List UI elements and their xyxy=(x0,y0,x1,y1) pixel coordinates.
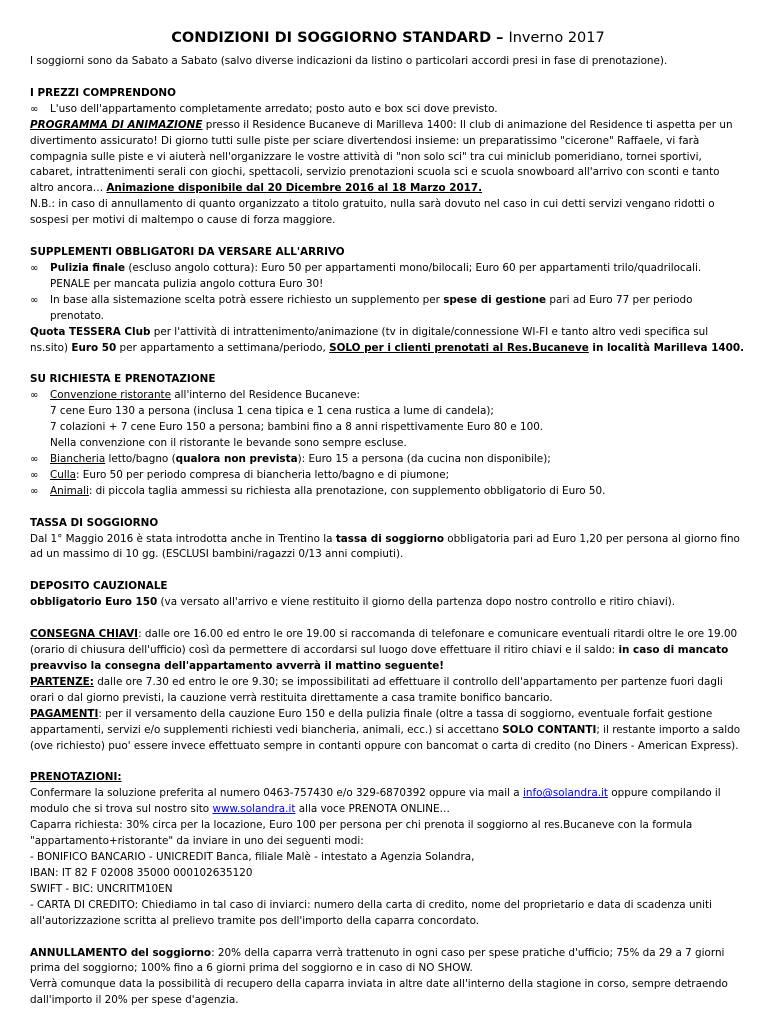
programma-dates: Animazione disponibile dal 20 Dicembre 2016 al 18 Marzo 2017. xyxy=(106,182,482,194)
list-item xyxy=(30,484,746,500)
bullet-icon: ∞ xyxy=(30,484,50,500)
annullamento-paragraph xyxy=(30,946,746,978)
penale-text: PENALE per mancata pulizia angolo cottura Euro 30! xyxy=(50,278,323,290)
nb-paragraph: N.B.: in caso di annullamento di quanto organizzato a titolo gratuito, nulla sarà dovuto nel caso in cui detti servizi vengano ridotti o sospesi per motivi di maltempo o cause di forza maggiore. xyxy=(30,197,746,229)
consegna-paragraph xyxy=(30,627,746,675)
partenze-text: dalle ore 7.30 ed entro le ore 9.30; se impossibilitati ad effettuare il controllo dell'appartamento per partenze fuori dagli orari o dal giorno previsti, la cauzione verrà restituita direttamente a casa tramite bonifico bancario. xyxy=(30,676,723,704)
section-deposito xyxy=(30,579,746,611)
gestione-pre: In base alla sistemazione scelta potrà essere richiesto un supplemento per xyxy=(50,294,443,306)
swift-line: SWIFT - BIC: UNCRITM10EN xyxy=(30,882,746,898)
convenzione-label: Convenzione ristorante xyxy=(50,389,171,401)
quota-price: Euro 50 xyxy=(71,342,116,354)
email-link[interactable]: info@solandra.it xyxy=(523,787,608,799)
animali-text: : di piccola taglia ammessi su richiesta alla prenotazione, con supplemento obbligatorio di Euro 50. xyxy=(89,485,606,497)
biancheria-text: letto/bagno ( xyxy=(105,453,175,465)
carta-paragraph: - CARTA DI CREDITO: Chiediamo in tal caso di inviarci: numero della carta di credito, nome del proprietario e data di scadenza uniti all'autorizzazione scritta al prelievo tramite pos dell'importo della caparra concordato. xyxy=(30,898,746,930)
tassa-text: Dal 1° Maggio 2016 è stata introdotta anche in Trentino la xyxy=(30,533,336,545)
list-item xyxy=(30,293,746,325)
bullet-icon: ∞ xyxy=(30,293,50,325)
list-item xyxy=(30,261,746,293)
consegna-text: : dalle ore 16.00 ed entro le ore 19.00 si raccomanda di telefonare e comunicare eventuali ritardi oltre le ore 19.00 (orario di chiusura dell'ufficio) così da permettere di accordarsi sul luogo dove effettuare il ritiro chiavi e il saldo: xyxy=(30,628,737,656)
list-item xyxy=(30,468,746,484)
title-season: Inverno 2017 xyxy=(508,30,604,46)
pagamenti-label: PAGAMENTI xyxy=(30,708,98,720)
biancheria-label: Biancheria xyxy=(50,453,105,465)
section-heading: SUPPLEMENTI OBBLIGATORI DA VERSARE ALL'ARRIVO xyxy=(30,245,746,261)
list-item-text: L'uso dell'appartamento completamente arredato; posto auto e box sci dove previsto. xyxy=(50,102,746,118)
deposito-paragraph xyxy=(30,595,746,611)
prenotazioni-text: Confermare la soluzione preferita al numero 0463-757430 e/o 329-6870392 oppure via mail a xyxy=(30,787,523,799)
convenzione-line: Nella convenzione con il ristorante le bevande sono sempre escluse. xyxy=(30,436,746,452)
annullamento-label: ANNULLAMENTO del soggiorno xyxy=(30,947,211,959)
deposito-text: (va versato all'arrivo e viene restituito il giorno della partenza dopo nostro controllo e ritiro chiavi). xyxy=(157,596,675,608)
bullet-icon: ∞ xyxy=(30,261,50,293)
gestione-post: pari ad Euro 77 per periodo prenotato. xyxy=(50,294,693,322)
animali-label: Animali xyxy=(50,485,89,497)
tassa-text2: obbligatoria pari ad Euro 1,20 per persona al giorno fino ad un massimo di 10 gg. (ESCLUSI bambini/ragazzi 0/13 anni compiuti). xyxy=(30,533,740,561)
section-richiesta xyxy=(30,372,746,499)
programma-label: PROGRAMMA DI ANIMAZIONE xyxy=(30,119,202,131)
bullet-icon: ∞ xyxy=(30,102,50,118)
list-item-text xyxy=(50,388,746,404)
tassa-paragraph xyxy=(30,532,746,564)
convenzione-line: 7 cene Euro 130 a persona (inclusa 1 cena tipica e 1 cena rustica a lume di candela); xyxy=(30,404,746,420)
pulizia-label: Pulizia finale xyxy=(50,262,125,274)
list-item xyxy=(30,102,746,118)
convenzione-text: all'interno del Residence Bucaneve: xyxy=(171,389,360,401)
section-heading: I PREZZI COMPRENDONO xyxy=(30,86,746,102)
list-item xyxy=(30,452,746,468)
pagamenti-text: : per il versamento della cauzione Euro 150 e della pulizia finale (oltre a tassa di soggiorno, eventuale forfait gestione appartamenti, servizi e/o supplementi richiesti vedi biancheria, animali, ecc.) si accettano xyxy=(30,708,712,736)
prenotazioni-text2: oppure compilando il modulo che si trova sul nostro sito xyxy=(30,787,721,815)
bullet-icon: ∞ xyxy=(30,452,50,468)
biancheria-text2: ): Euro 15 a persona (da cucina non disponibile); xyxy=(298,453,551,465)
section-prezzi xyxy=(30,86,746,229)
biancheria-bold: qualora non prevista xyxy=(176,453,298,465)
pagamenti-text2: ; il restante importo a saldo (ove richiesto) puo' essere invece effettuato sempre in contanti oppure con bancomat o carta di credito (no Diners - American Express). xyxy=(30,724,740,752)
culla-text: : Euro 50 per periodo compresa di biancheria letto/bagno e di piumone; xyxy=(76,469,449,481)
section-tassa xyxy=(30,516,746,564)
iban-line: IBAN: IT 82 F 02008 35000 000102635120 xyxy=(30,866,746,882)
list-item-text xyxy=(50,484,746,500)
quota-paragraph xyxy=(30,325,746,357)
section-heading: SU RICHIESTA E PRENOTAZIONE xyxy=(30,372,746,388)
consegna-label: CONSEGNA CHIAVI xyxy=(30,628,138,640)
pagamenti-bold: SOLO CONTANTI xyxy=(502,724,596,736)
partenze-label: PARTENZE: xyxy=(30,676,94,688)
pulizia-text: (escluso angolo cottura): Euro 50 per appartamenti mono/bilocali; Euro 60 per appartamenti trilo/quadrilocali. xyxy=(125,262,701,274)
title-main: CONDIZIONI DI SOGGIORNO STANDARD xyxy=(171,30,491,46)
quota-text2: per appartamento a settimana/periodo, xyxy=(116,342,329,354)
prenotazioni-text3: alla voce PRENOTA ONLINE… xyxy=(295,803,450,815)
section-heading: DEPOSITO CAUZIONALE xyxy=(30,579,746,595)
document-title xyxy=(30,28,746,48)
programma-paragraph xyxy=(30,118,746,198)
culla-label: Culla xyxy=(50,469,76,481)
list-item-text xyxy=(50,293,746,325)
consegna-bold: in caso di mancato preavviso la consegna dell'appartamento avverrà il mattino seguente! xyxy=(30,644,728,672)
convenzione-line: 7 colazioni + 7 cene Euro 150 a persona; bambini fino a 8 anni rispettivamente Euro 80 e 100. xyxy=(30,420,746,436)
list-item-text xyxy=(50,452,746,468)
bullet-icon: ∞ xyxy=(30,468,50,484)
quota-solo: SOLO per i clienti prenotati al Res.Bucaneve xyxy=(329,342,589,354)
list-item-text xyxy=(50,468,746,484)
section-supplementi xyxy=(30,245,746,356)
website-link[interactable]: www.solandra.it xyxy=(212,803,295,815)
section-prenotazioni xyxy=(30,770,746,929)
deposito-bold: obbligatorio Euro 150 xyxy=(30,596,157,608)
section-annullamento xyxy=(30,946,746,1009)
prenotazioni-paragraph xyxy=(30,786,746,818)
partenze-paragraph xyxy=(30,675,746,707)
section-heading: PRENOTAZIONI: xyxy=(30,770,746,786)
annullamento-text2: Verrà comunque data la possibilità di recupero della caparra inviata in altre date all'interno della stagione in corso, sempre detraendo dall'importo il 20% per spese d'agenzia. xyxy=(30,977,746,1009)
bullet-icon: ∞ xyxy=(30,388,50,404)
title-dash: – xyxy=(491,30,508,46)
list-item xyxy=(30,388,746,404)
quota-label: Quota TESSERA Club xyxy=(30,326,150,338)
quota-text: per l'attività di intrattenimento/animazione (tv in digitale/connessione WI-FI e tanto altro vedi specifica sul ns.sito) xyxy=(30,326,708,354)
section-heading: TASSA DI SOGGIORNO xyxy=(30,516,746,532)
pagamenti-paragraph xyxy=(30,707,746,755)
caparra-paragraph: Caparra richiesta: 30% circa per la locazione, Euro 100 per persona per chi prenota il soggiorno al res.Bucaneve con la formula "appartamento+ristorante" da inviare in uno dei seguenti modi: xyxy=(30,818,746,850)
programma-text: presso il Residence Bucaneve di Marilleva 1400: Il club di animazione del Residence ti aspetta per un divertimento assicurato! Di giorno tutti sulle piste per sciare divertendosi insieme: un preparatissimo "cicerone" Raffaele, vi farà compagnia sulle piste e vi aiuterà nell'organizzare le vostre attività di "non solo sci" tra cui miniclub pomeridiano, tornei sportivi, cabaret, intrattenimenti serali con giochi, spettacoli, servizio prenotazioni scuola sci e scuola snowboard all'arrivo con sconti e tanto altro ancora… xyxy=(30,119,733,195)
intro-text: I soggiorni sono da Sabato a Sabato (salvo diverse indicazioni da listino o particolari accordi presi in fase di prenotazione). xyxy=(30,54,746,70)
annullamento-text: : 20% della caparra verrà trattenuto in ogni caso per spese pratiche d'ufficio; 75% da 29 a 7 giorni prima del soggiorno; 100% fino a 6 giorni prima del soggiorno e in caso di NO SHOW. xyxy=(30,947,724,975)
bonifico-line: - BONIFICO BANCARIO - UNICREDIT Banca, filiale Malè - intestato a Agenzia Solandra, xyxy=(30,850,746,866)
section-consegna xyxy=(30,627,746,754)
quota-location: in località Marilleva 1400. xyxy=(589,342,744,354)
gestione-label: spese di gestione xyxy=(443,294,546,306)
list-item-text xyxy=(50,261,746,293)
tassa-bold: tassa di soggiorno xyxy=(336,533,444,545)
